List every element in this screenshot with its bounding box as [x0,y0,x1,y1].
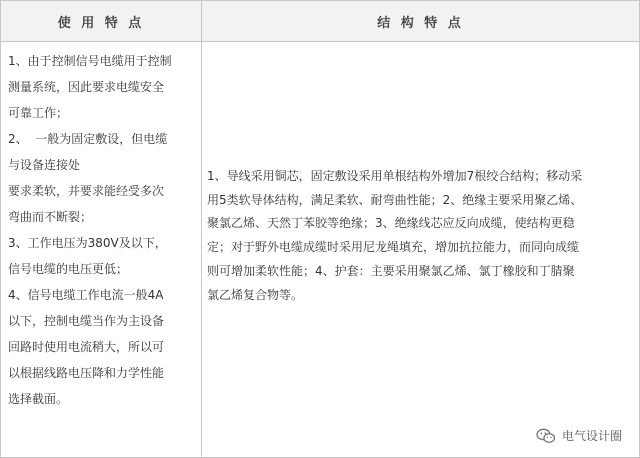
header-usage: 使 用 特 点 [1,1,202,42]
usage-line: 测量系统，因此要求电缆安全 [8,80,165,94]
usage-line: 信号电缆的电压更低； [8,262,129,276]
watermark [536,427,622,444]
usage-line: 4、信号电缆工作电流一般4A [8,288,164,302]
usage-line: 2、 一般为固定敷设，但电缆 [8,132,168,146]
usage-line: 选择截面。 [8,392,69,406]
header-structure: 结 构 特 点 [202,1,640,42]
usage-line: 以根据线路电压降和力学性能 [8,366,165,380]
structure-line: 定；对于野外电缆成缆时采用尼龙绳填充，增加抗拉能力，而同向成缆 [207,240,580,255]
content-row [1,42,640,458]
usage-line: 可靠工作； [8,106,69,120]
structure-line: 用5类软导体结构，满足柔软、耐弯曲性能；2、绝缘主要采用聚乙烯、 [207,192,583,207]
structure-cell [202,42,640,458]
usage-line: 回路时使用电流稍大，所以可 [8,340,165,354]
wechat-icon [536,428,556,444]
usage-line: 与设备连接处 [8,158,81,172]
usage-line: 1、由于控制信号电缆用于控制 [8,54,172,68]
structure-line: 氯乙烯复合物等。 [207,287,304,302]
usage-line: 以下，控制电缆当作为主设备 [8,314,165,328]
watermark-text: 电气设计圈 [561,429,622,443]
usage-line: 弯曲而不断裂； [8,210,93,224]
structure-line: 则可增加柔软性能；4、护套：主要采用聚氯乙烯、氯丁橡胶和丁腈聚 [207,263,575,278]
header-row [1,1,640,42]
usage-cell [1,42,202,458]
structure-line: 聚氯乙烯、天然丁苯胶等绝缘；3、绝缘线芯应反向成缆，使结构更稳 [207,216,575,231]
structure-line: 1、导线采用铜芯，固定敷设采用单根结构外增加7根绞合结构；移动采 [207,169,583,183]
usage-line: 3、工作电压为380V及以下， [8,236,167,250]
usage-line: 要求柔软，并要求能经受多次 [8,184,165,198]
